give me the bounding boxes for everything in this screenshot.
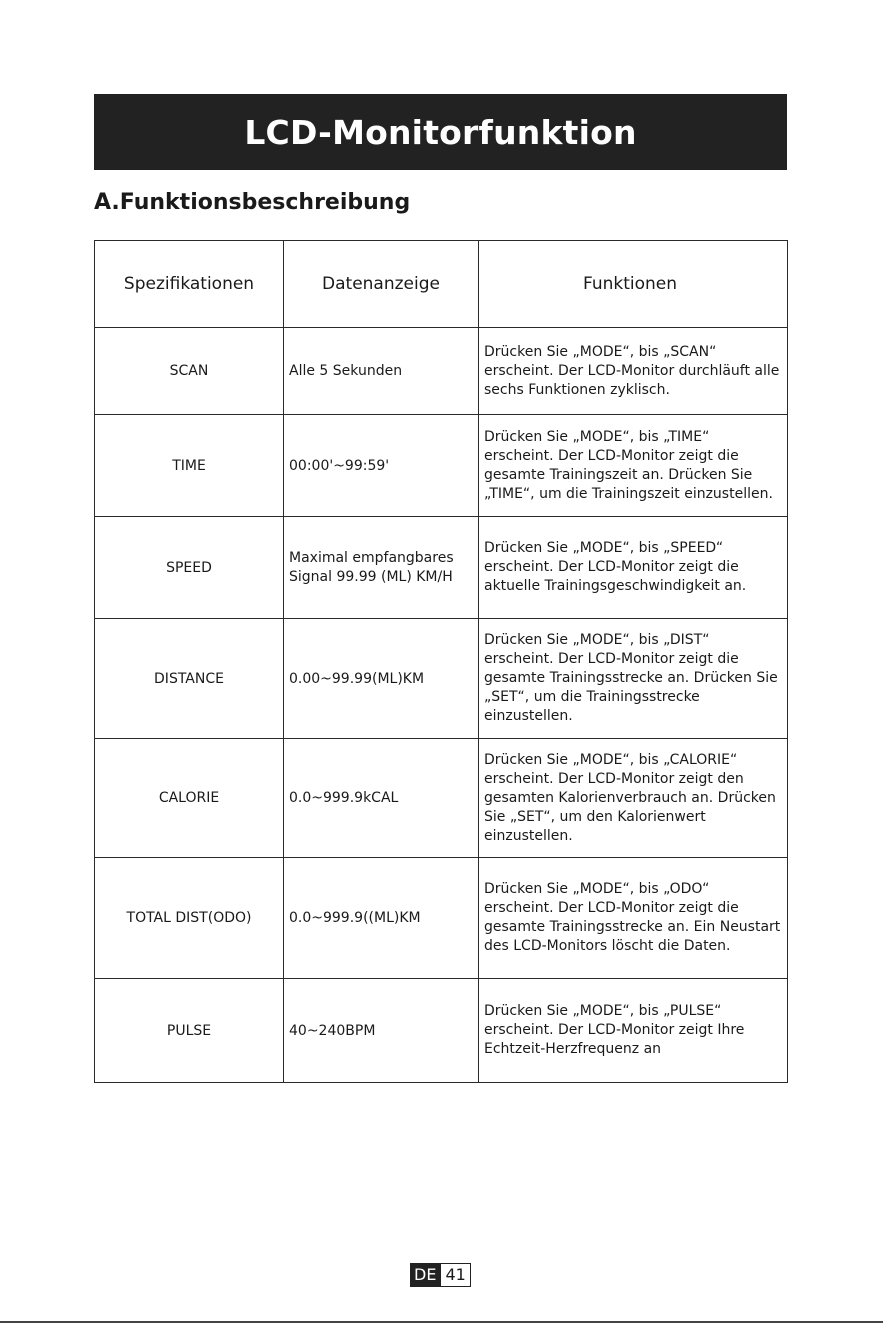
spec-cell: SCAN	[95, 328, 284, 415]
spec-cell: TIME	[95, 415, 284, 517]
function-cell: Drücken Sie „MODE“, bis „TIME“ erscheint. Der LCD-Monitor zeigt die gesamte Trainingszeit an. Drücken Sie „TIME“, um die Trainingszeit einzustellen.	[479, 415, 788, 517]
language-label: DE	[410, 1263, 440, 1287]
header-datenanzeige: Datenanzeige	[284, 241, 479, 328]
table-header-row	[95, 241, 788, 328]
function-cell: Drücken Sie „MODE“, bis „DIST“ erscheint. Der LCD-Monitor zeigt die gesamte Trainingsstrecke an. Drücken Sie „SET“, um die Trainingsstrecke einzustellen.	[479, 619, 788, 739]
table-row	[95, 619, 788, 739]
function-cell: Drücken Sie „MODE“, bis „ODO“ erscheint. Der LCD-Monitor zeigt die gesamte Trainingsstrecke an. Ein Neustart des LCD-Monitors löscht die Daten.	[479, 858, 788, 979]
data-cell: 0.0~999.9((ML)KM	[284, 858, 479, 979]
data-cell: 0.00~99.99(ML)KM	[284, 619, 479, 739]
function-cell: Drücken Sie „MODE“, bis „SPEED“ erscheint. Der LCD-Monitor zeigt die aktuelle Trainingsgeschwindigkeit an.	[479, 517, 788, 619]
function-cell: Drücken Sie „MODE“, bis „PULSE“ erscheint. Der LCD-Monitor zeigt Ihre Echtzeit-Herzfrequenz an	[479, 979, 788, 1083]
spec-cell: CALORIE	[95, 739, 284, 858]
header-spezifikationen: Spezifikationen	[95, 241, 284, 328]
data-cell: Alle 5 Sekunden	[284, 328, 479, 415]
page-title: LCD-Monitorfunktion	[94, 94, 787, 170]
table-row	[95, 328, 788, 415]
spec-cell: SPEED	[95, 517, 284, 619]
page-number-badge	[410, 1263, 471, 1287]
data-cell: Maximal empfangbares Signal 99.99 (ML) KM/H	[284, 517, 479, 619]
table-row	[95, 979, 788, 1083]
data-cell: 00:00'~99:59'	[284, 415, 479, 517]
function-cell: Drücken Sie „MODE“, bis „CALORIE“ erscheint. Der LCD-Monitor zeigt den gesamten Kalorienverbrauch an. Drücken Sie „SET“, um den Kalorienwert einzustellen.	[479, 739, 788, 858]
data-cell: 40~240BPM	[284, 979, 479, 1083]
bottom-rule	[0, 1321, 883, 1323]
table-row	[95, 517, 788, 619]
function-table	[94, 240, 788, 1083]
section-heading: A.Funktionsbeschreibung	[94, 190, 411, 215]
spec-cell: TOTAL DIST(ODO)	[95, 858, 284, 979]
function-cell: Drücken Sie „MODE“, bis „SCAN“ erscheint. Der LCD-Monitor durchläuft alle sechs Funktionen zyklisch.	[479, 328, 788, 415]
page-number: 41	[440, 1263, 470, 1287]
table-row	[95, 858, 788, 979]
table-row	[95, 415, 788, 517]
data-cell: 0.0~999.9kCAL	[284, 739, 479, 858]
spec-cell: PULSE	[95, 979, 284, 1083]
table-row	[95, 739, 788, 858]
spec-cell: DISTANCE	[95, 619, 284, 739]
header-funktionen: Funktionen	[479, 241, 788, 328]
